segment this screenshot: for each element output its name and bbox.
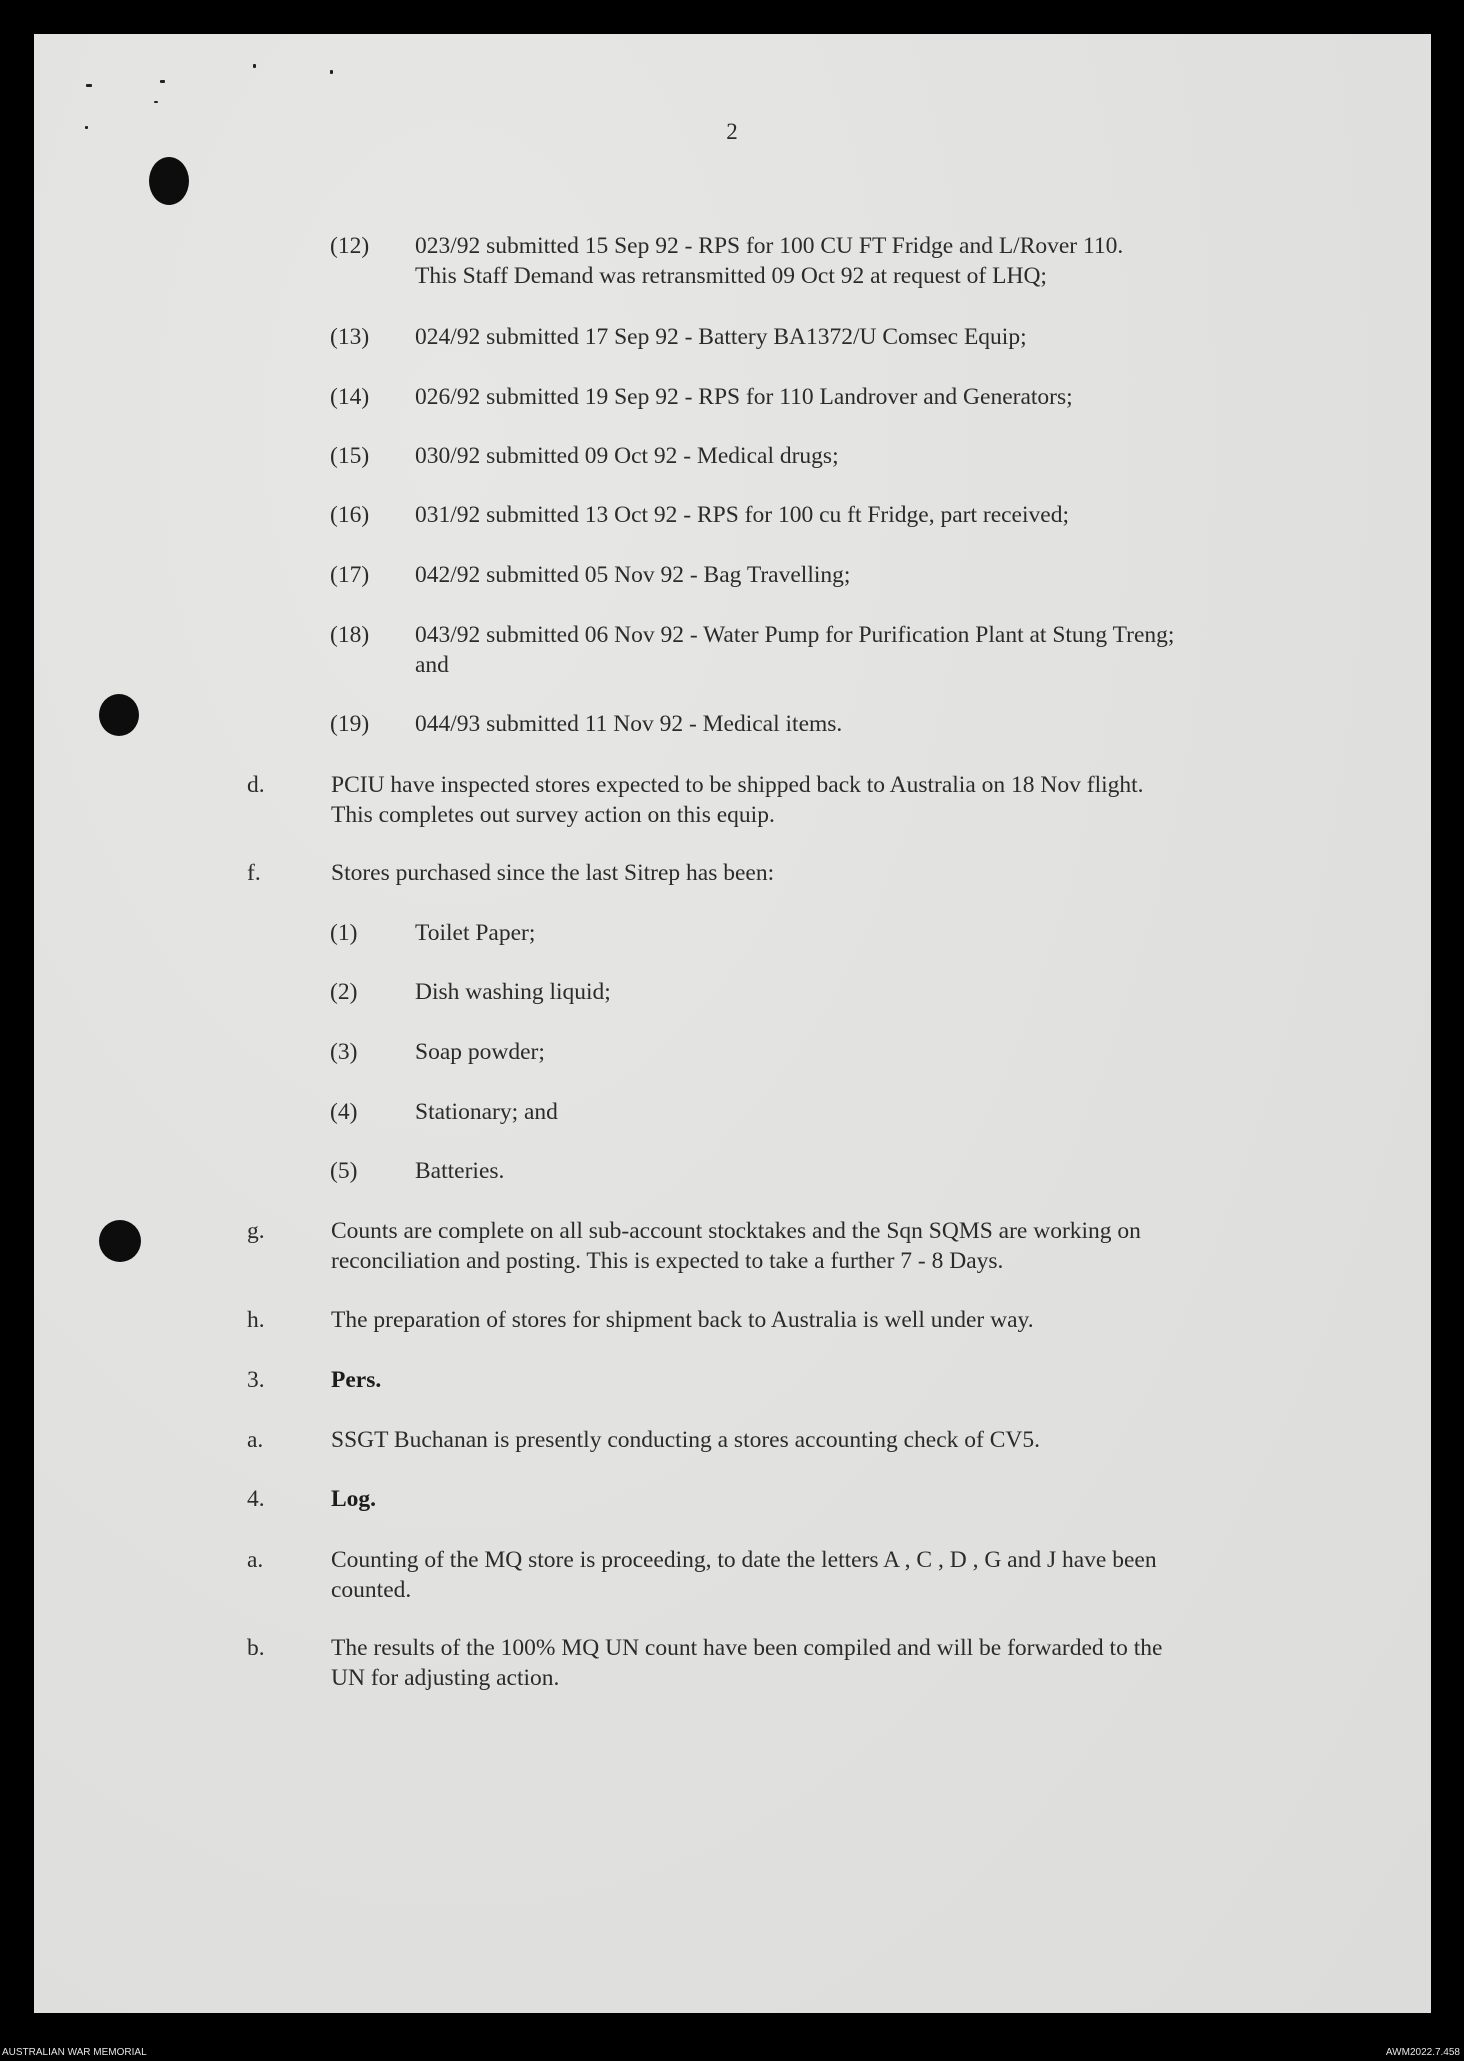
para-label: g. <box>247 1218 265 1244</box>
purchase-num: (2) <box>330 979 358 1005</box>
para-text: This completes out survey action on this equip. <box>331 802 775 828</box>
para-label: b. <box>247 1635 265 1661</box>
purchase-num: (1) <box>330 920 358 946</box>
para-label: f. <box>247 860 261 886</box>
para-text: SSGT Buchanan is presently conducting a stores accounting check of CV5. <box>331 1427 1040 1453</box>
para-text: Counting of the MQ store is proceeding, to date the letters A , C , D , G and J have been <box>331 1547 1157 1573</box>
demand-text: 026/92 submitted 19 Sep 92 - RPS for 110 Landrover and Generators; <box>415 384 1073 410</box>
section-number: 4. <box>247 1486 265 1512</box>
demand-text: 042/92 submitted 05 Nov 92 - Bag Travelling; <box>415 562 851 588</box>
demand-num: (16) <box>330 502 370 528</box>
footer-record-id: AWM2022.7.458 <box>1385 2047 1460 2058</box>
demand-text: 024/92 submitted 17 Sep 92 - Battery BA1372/U Comsec Equip; <box>415 324 1027 350</box>
demand-num: (18) <box>330 622 370 648</box>
paper-speck <box>330 70 333 74</box>
demand-text: 031/92 submitted 13 Oct 92 - RPS for 100 cu ft Fridge, part received; <box>415 502 1069 528</box>
purchase-text: Soap powder; <box>415 1039 545 1065</box>
demand-text: and <box>415 652 449 678</box>
purchase-num: (5) <box>330 1158 358 1184</box>
demand-num: (19) <box>330 711 370 737</box>
para-text: counted. <box>331 1577 412 1603</box>
demand-num: (12) <box>330 233 370 259</box>
purchase-text: Dish washing liquid; <box>415 979 611 1005</box>
paper-speck <box>160 80 165 83</box>
punch-hole-middle <box>99 694 139 736</box>
para-label: a. <box>247 1427 264 1453</box>
page-number: 2 <box>726 119 738 144</box>
demand-num: (13) <box>330 324 370 350</box>
para-label: a. <box>247 1547 264 1573</box>
para-label: d. <box>247 772 265 798</box>
para-text: Stores purchased since the last Sitrep has been: <box>331 860 775 886</box>
para-text: The results of the 100% MQ UN count have been compiled and will be forwarded to the <box>331 1635 1163 1661</box>
para-text: PCIU have inspected stores expected to be shipped back to Australia on 18 Nov flight. <box>331 772 1144 798</box>
paper-speck <box>86 84 92 87</box>
purchase-text: Stationary; and <box>415 1099 558 1125</box>
purchase-num: (3) <box>330 1039 358 1065</box>
purchase-text: Toilet Paper; <box>415 920 536 946</box>
footer-archive-label: AUSTRALIAN WAR MEMORIAL <box>2 2047 147 2058</box>
purchase-text: Batteries. <box>415 1158 505 1184</box>
punch-hole-top <box>149 157 189 205</box>
section-heading: Pers. <box>331 1367 382 1393</box>
para-text: The preparation of stores for shipment back to Australia is well under way. <box>331 1307 1034 1333</box>
demand-num: (17) <box>330 562 370 588</box>
demand-text: 023/92 submitted 15 Sep 92 - RPS for 100 CU FT Fridge and L/Rover 110. <box>415 233 1124 259</box>
purchase-num: (4) <box>330 1099 358 1125</box>
para-text: reconciliation and posting. This is expected to take a further 7 - 8 Days. <box>331 1248 1004 1274</box>
punch-hole-bottom <box>99 1220 141 1262</box>
paper-speck <box>154 101 158 103</box>
para-text: Counts are complete on all sub-account stocktakes and the Sqn SQMS are working on <box>331 1218 1141 1244</box>
demand-text: This Staff Demand was retransmitted 09 Oct 92 at request of LHQ; <box>415 263 1047 289</box>
para-text: UN for adjusting action. <box>331 1665 560 1691</box>
demand-num: (15) <box>330 443 370 469</box>
demand-text: 044/93 submitted 11 Nov 92 - Medical items. <box>415 711 843 737</box>
para-label: h. <box>247 1307 265 1333</box>
demand-text: 043/92 submitted 06 Nov 92 - Water Pump for Purification Plant at Stung Treng; <box>415 622 1175 648</box>
demand-text: 030/92 submitted 09 Oct 92 - Medical drugs; <box>415 443 839 469</box>
demand-num: (14) <box>330 384 370 410</box>
paper-speck <box>253 64 256 68</box>
section-number: 3. <box>247 1367 265 1393</box>
section-heading: Log. <box>331 1486 377 1512</box>
